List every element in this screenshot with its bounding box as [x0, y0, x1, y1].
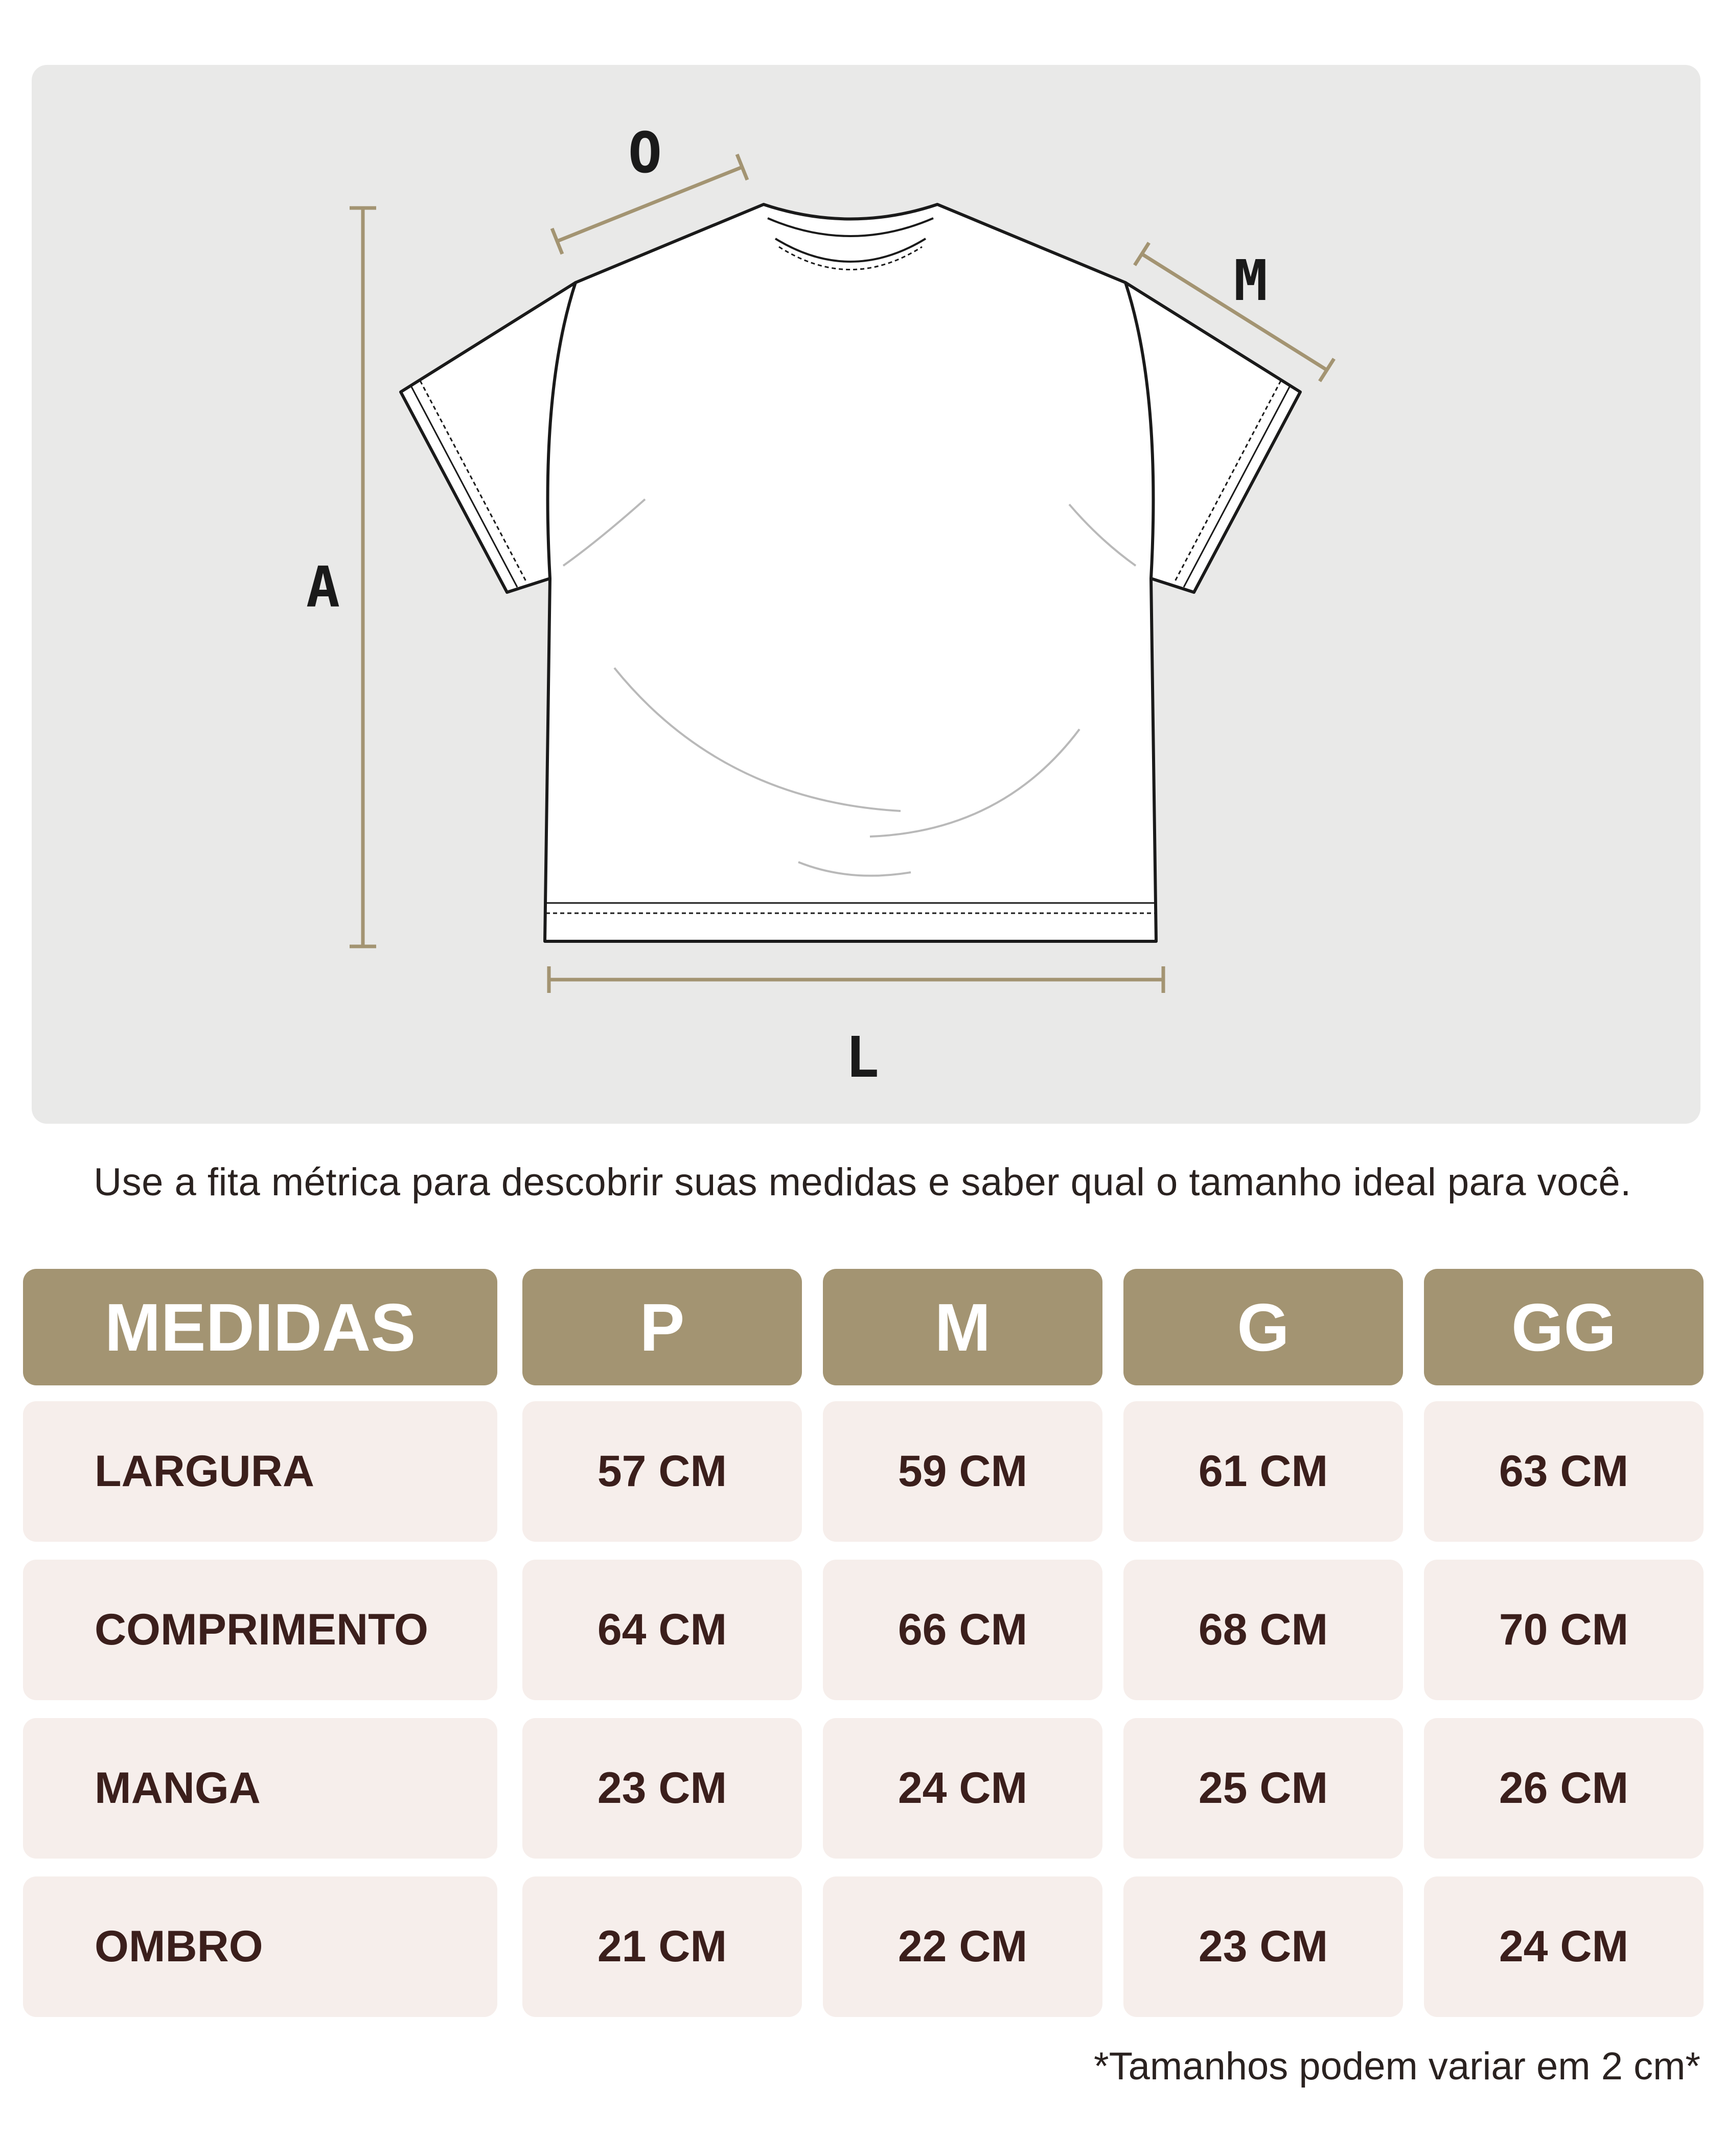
table-cell: 23 CM: [1123, 1876, 1403, 2017]
sleeve-label: M: [1233, 248, 1268, 313]
table-cell: 22 CM: [823, 1876, 1102, 2017]
table-cell: 59 CM: [823, 1401, 1102, 1542]
size-variation-note: *Tamanhos podem variar em 2 cm*: [1094, 2045, 1700, 2088]
tshirt-outline: [401, 204, 1300, 941]
header-size-g: G: [1123, 1269, 1403, 1385]
torso: [545, 204, 1156, 941]
header-measures: MEDIDAS: [23, 1269, 497, 1385]
tshirt-diagram: [32, 65, 1700, 1124]
header-size-gg: GG: [1424, 1269, 1704, 1385]
table-cell: 23 CM: [522, 1718, 802, 1859]
table-cell: 26 CM: [1424, 1718, 1704, 1859]
row-label-largura: LARGURA: [23, 1401, 497, 1542]
neck-label: O: [628, 120, 662, 186]
row-label-ombro: OMBRO: [23, 1876, 497, 2017]
row-label-manga: MANGA: [23, 1718, 497, 1859]
table-cell: 25 CM: [1123, 1718, 1403, 1859]
length-label: A: [306, 554, 340, 620]
table-cell: 24 CM: [823, 1718, 1102, 1859]
table-cell: 61 CM: [1123, 1401, 1403, 1542]
table-cell: 63 CM: [1424, 1401, 1704, 1542]
table-cell: 66 CM: [823, 1560, 1102, 1700]
header-size-m: M: [823, 1269, 1102, 1385]
header-size-p: P: [522, 1269, 802, 1385]
table-cell: 21 CM: [522, 1876, 802, 2017]
row-label-comprimento: COMPRIMENTO: [23, 1560, 497, 1700]
table-cell: 70 CM: [1424, 1560, 1704, 1700]
table-cell: 68 CM: [1123, 1560, 1403, 1700]
instruction-text: Use a fita métrica para descobrir suas medidas e saber qual o tamanho ideal para você.: [94, 1161, 1631, 1204]
table-cell: 64 CM: [522, 1560, 802, 1700]
tshirt-diagram-panel: [32, 65, 1700, 1124]
width-label: L: [845, 1025, 880, 1090]
table-cell: 24 CM: [1424, 1876, 1704, 2017]
table-cell: 57 CM: [522, 1401, 802, 1542]
